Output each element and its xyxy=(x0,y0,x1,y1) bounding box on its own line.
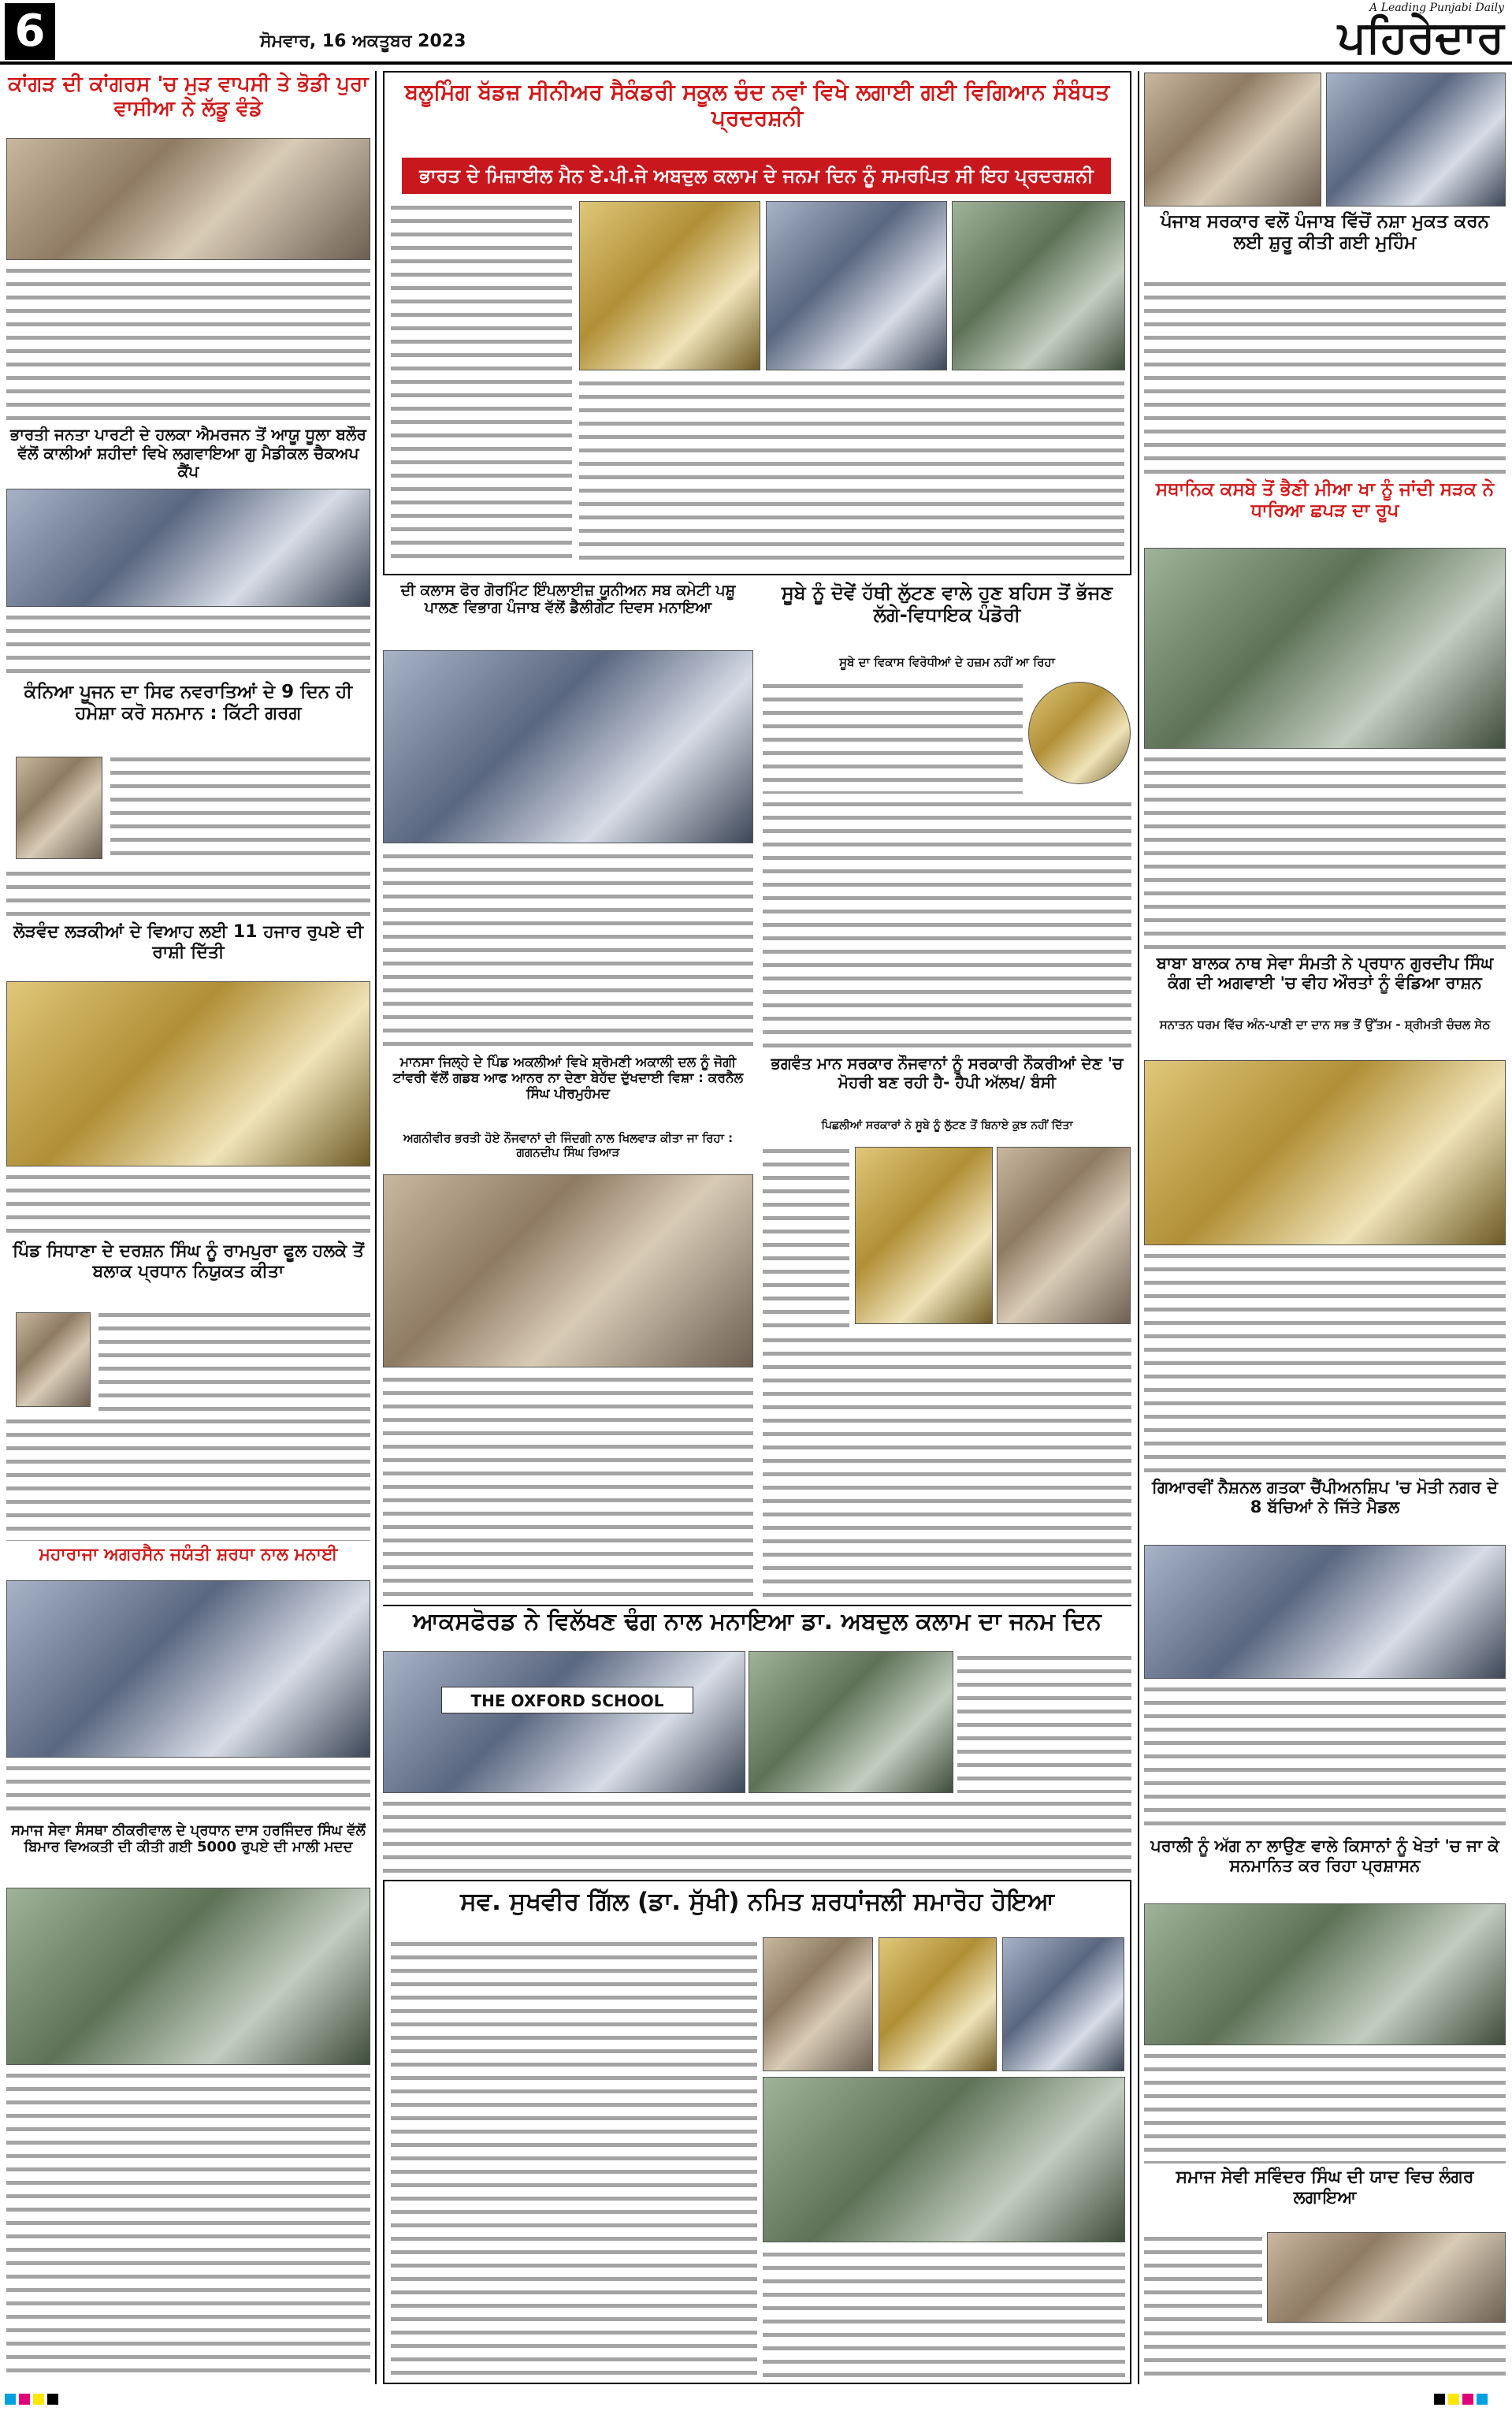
photo-langar xyxy=(1267,2232,1506,2323)
headline-center-1-banner: ਭਾਰਤ ਦੇ ਮਿਜ਼ਾਈਲ ਮੈਨ ਏ.ਪੀ.ਜੇ ਅਬਦੁਲ ਕਲਾਮ ਦੇ ਜਨਮ ਦਿਨ ਨੂੰ ਸਮਰਪਿਤ ਸੀ ਇਹ ਪ੍ਰਦਰਸ਼ਨੀ xyxy=(402,158,1111,194)
article-body-left-3b xyxy=(6,867,370,918)
column-rule-right xyxy=(1138,71,1139,2384)
article-body-center-6a xyxy=(957,1651,1131,1793)
photo-financial-help xyxy=(6,1888,370,2065)
headline-center-4: ਮਾਨਸਾ ਜਿਲ੍ਹੇ ਦੇ ਪਿੰਡ ਅਕਲੀਆਂ ਵਿਖੇ ਸ਼੍ਰੋਮਣੀ ਅਕਾਲੀ ਦਲ ਨੂੰ ਜੋਗੀ ਟਾਂਵਰੀ ਵੱਲੋਂ ਗਡਬ ਆਫ ਆਨਰ ਨਾ ਦੇਣਾ ਬੇਹੱਦ ਦੁੱਖਦਾਈ ਵਿਸ਼ਾ : ਕਰਨੈਲ ਸਿੰਘ ਪੀਰਮੁਹੰਮਦ xyxy=(392,1055,744,1103)
headline-left-4: ਲੋੜਵੰਦ ਲੜਕੀਆਂ ਦੇ ਵਿਆਹ ਲਈ 11 ਹਜਾਰ ਰੁਪਏ ਦੀ ਰਾਸ਼ੀ ਦਿੱਤੀ xyxy=(13,922,363,962)
article-body-right-6b xyxy=(1144,2327,1506,2382)
article-body-right-6a xyxy=(1144,2232,1262,2323)
photo-drug-free-2 xyxy=(1326,73,1506,206)
headline-center-7: ਸਵ. ਸੁਖਵੀਰ ਗਿੱਲ (ਡਾ. ਸੁੱਖੀ) ਨਮਿਤ ਸ਼ਰਧਾਂਜਲੀ ਸਮਾਰੋਹ ਹੋਇਆ xyxy=(460,1888,1054,1916)
headline-left-1: ਕਾਂਗੜ ਦੀ ਕਾਂਗਰਸ 'ਚ ਮੁੜ ਵਾਪਸੀ ਤੇ ਭੋਡੀ ਪੁਰਾ ਵਾਸੀਆ ਨੇ ਲੱਡੂ ਵੰਡੇ xyxy=(8,73,369,121)
article-body-right-3 xyxy=(1144,1249,1506,1474)
photo-kitty-garg xyxy=(16,757,102,859)
article-body-left-6 xyxy=(6,1762,370,1817)
headline-center-3-sub: ਸੂਬੇ ਦਾ ਵਿਕਾਸ ਵਿਰੋਧੀਆਂ ਦੇ ਹਜ਼ਮ ਨਹੀਂ ਆ ਰਿਹਾ xyxy=(839,655,1055,669)
headline-center-5-sub: ਪਿਛਲੀਆਂ ਸਰਕਾਰਾਂ ਨੇ ਸੂਬੇ ਨੂੰ ਲੁੱਟਣ ਤੋਂ ਬਿਨਾਏ ਕੁਝ ਨਹੀਂ ਦਿੱਤਾ xyxy=(821,1119,1073,1132)
section-rule xyxy=(383,1605,1131,1606)
photo-mla-pandori xyxy=(1028,682,1131,784)
article-body-left-7 xyxy=(6,2069,370,2380)
photo-exhibition-1 xyxy=(579,201,760,370)
newspaper-brand xyxy=(1173,2,1504,61)
article-body-center-6b xyxy=(383,1797,1131,1876)
article-body-left-2 xyxy=(6,611,370,678)
column-rule-left xyxy=(375,71,377,2384)
photo-agrasen-jayanti xyxy=(6,1580,370,1758)
photo-tribute-gathering xyxy=(763,2077,1125,2242)
photo-tribute-2 xyxy=(879,1937,997,2071)
article-body-center-7b xyxy=(763,2248,1125,2378)
headline-right-3-sub: ਸਨਾਤਨ ਧਰਮ ਵਿੱਚ ਅੰਨ-ਪਾਣੀ ਦਾ ਦਾਨ ਸਭ ਤੋਂ ਉੱਤਮ - ਸ਼੍ਰੀਮਤੀ ਚੰਚਲ ਸੇਠ xyxy=(1159,1018,1491,1032)
article-body-center-3a xyxy=(763,679,1023,794)
photo-happy-allakh xyxy=(855,1147,993,1324)
article-body-center-3b xyxy=(763,798,1131,1048)
headline-left-6: ਮਹਾਰਾਜਾ ਅਗਰਸੈਨ ਜਯੰਤੀ ਸ਼ਰਧਾ ਨਾਲ ਮਨਾਈ xyxy=(39,1545,338,1565)
headline-center-6: ਆਕਸਫੋਰਡ ਨੇ ਵਿਲੱਖਣ ਢੰਗ ਨਾਲ ਮਨਾਇਆ ਡਾ. ਅਬਦੁਲ ਕਲਾਮ ਦਾ ਜਨਮ ਦਿਨ xyxy=(413,1608,1101,1635)
photo-gatka-medals xyxy=(1144,1545,1506,1679)
issue-date: ਸੋਮਵਾਰ, 16 ਅਕਤੂਬਰ 2023 xyxy=(260,32,466,51)
brand-name: ਪਹਿਰੇਦਾਰ xyxy=(1337,11,1504,63)
article-body-right-2 xyxy=(1144,753,1506,950)
headline-right-3: ਬਾਬਾ ਬਾਲਕ ਨਾਥ ਸੇਵਾ ਸੰਮਤੀ ਨੇ ਪ੍ਰਧਾਨ ਗੁਰਦੀਪ ਸਿੰਘ ਕੰਗ ਦੀ ਅਗਵਾਈ 'ਚ ਵੀਹ ਔਰਤਾਂ ਨੂੰ ਵੰਡਿਆ ਰਾਸ਼ਨ xyxy=(1156,954,1494,992)
photo-flooded-road xyxy=(1144,548,1506,749)
article-body-center-2 xyxy=(383,850,753,1047)
article-body-right-1 xyxy=(1144,277,1506,474)
photo-bansi xyxy=(997,1147,1131,1324)
headline-center-1: ਬਲੂਮਿੰਗ ਬੱਡਜ਼ ਸੀਨੀਅਰ ਸੈਕੰਡਰੀ ਸਕੂਲ ਚੰਦ ਨਵਾਂ ਵਿਖੇ ਲਗਾਈ ਗਈ ਵਿਗਿਆਨ ਸੰਬੰਧਤ ਪ੍ਰਦਰਸ਼ਨੀ xyxy=(404,79,1110,132)
article-body-center-1a xyxy=(391,201,572,564)
article-body-center-5a xyxy=(763,1144,849,1330)
oxford-school-sign: THE OXFORD SCHOOL xyxy=(441,1687,693,1713)
headline-right-6: ਸਮਾਜ ਸੇਵੀ ਸਵਿੰਦਰ ਸਿੰਘ ਦੀ ਯਾਦ ਵਿਚ ਲੰਗਰ ਲਗਾਇਆ xyxy=(1176,2167,1474,2208)
photo-farmer-honour xyxy=(1144,1903,1506,2045)
photo-exhibition-3 xyxy=(952,201,1125,370)
article-body-center-7 xyxy=(391,1937,757,2379)
headline-left-3: ਕੰਨਿਆ ਪੂਜਨ ਦਾ ਸਿਫ ਨਵਰਾਤਿਆਂ ਦੇ 9 ਦਿਨ ਹੀ ਹਮੇਸ਼ਾ ਕਰੋ ਸਨਮਾਨ : ਕਿੱਟੀ ਗਰਗ xyxy=(24,682,353,724)
article-body-left-1 xyxy=(6,264,370,422)
photo-ration-distribution xyxy=(1144,1060,1506,1245)
photo-oxford-school-2 xyxy=(749,1651,953,1793)
article-body-center-5b xyxy=(763,1334,1131,1602)
photo-congress-celebration xyxy=(6,138,370,260)
article-body-right-5 xyxy=(1144,2049,1506,2164)
photo-tribute-3 xyxy=(1002,1937,1124,2071)
article-body-center-1b xyxy=(579,377,1124,564)
photo-exhibition-2 xyxy=(766,201,947,370)
article-body-left-5 xyxy=(98,1308,370,1411)
article-body-left-5b xyxy=(6,1415,370,1541)
headline-right-1: ਪੰਜਾਬ ਸਰਕਾਰ ਵਲੋਂ ਪੰਜਾਬ ਵਿੱਚੋਂ ਨਸ਼ਾ ਮੁਕਤ ਕਰਨ ਲਈ ਸ਼ੁਰੂ ਕੀਤੀ ਗਈ ਮੁਹਿੰਮ xyxy=(1160,211,1490,254)
headline-center-2: ਦੀ ਕਲਾਸ ਫੋਰ ਗੋਰਮਿੰਟ ਇੰਪਲਾਈਜ਼ ਯੂਨੀਅਨ ਸਬ ਕਮੇਟੀ ਪਸ਼ੂ ਪਾਲਣ ਵਿਭਾਗ ਪੰਜਾਬ ਵੱਲੋਂ ਡੈਲੀਗੇਟ ਦਿਵਸ ਮਨਾਇਆ xyxy=(400,582,736,617)
color-registration-marks-right xyxy=(1434,2393,1509,2407)
color-registration-marks xyxy=(5,2393,241,2407)
photo-darshan-singh xyxy=(16,1312,91,1407)
photo-medical-camp xyxy=(6,489,370,607)
article-body-left-3 xyxy=(110,753,370,863)
headline-left-7: ਸਮਾਜ ਸੇਵਾ ਸੰਸਥਾ ਠੀਕਰੀਵਾਲ ਦੇ ਪ੍ਰਧਾਨ ਦਾਸ ਹਰਜਿੰਦਰ ਸਿੰਘ ਵੱਲੋਂ ਬਿਮਾਰ ਵਿਅਕਤੀ ਦੀ ਕੀਤੀ ਗਈ 5000 ਰੁਪਏ ਦੀ ਮਾਲੀ ਮਦਦ xyxy=(11,1822,366,1856)
page-number: 6 xyxy=(5,3,55,60)
article-body-left-4 xyxy=(6,1170,370,1237)
headline-right-4: ਗਿਆਰਵੀਂ ਨੈਸ਼ਨਲ ਗਤਕਾ ਚੈਂਪੀਅਨਸ਼ਿਪ 'ਚ ਮੋਤੀ ਨਗਰ ਦੇ 8 ਬੱਚਿਆਂ ਨੇ ਜਿੱਤੇ ਮੈਡਲ xyxy=(1151,1478,1499,1516)
photo-union-delegates xyxy=(383,650,753,843)
article-body-right-4 xyxy=(1144,1683,1506,1832)
headline-center-5: ਭਗਵੰਤ ਮਾਨ ਸਰਕਾਰ ਨੌਜਵਾਨਾਂ ਨੂੰ ਸਰਕਾਰੀ ਨੌਕਰੀਆਂ ਦੇਣ 'ਚ ਮੋਹਰੀ ਬਣ ਰਹੀ ਹੈ- ਹੈਪੀ ਅੱਲਖ/ ਬੰਸੀ xyxy=(771,1054,1124,1092)
article-body-center-4 xyxy=(383,1373,753,1602)
photo-tribute-1 xyxy=(763,1937,873,2071)
photo-marriage-donation xyxy=(6,981,370,1166)
photo-oxford-school-1 xyxy=(383,1651,745,1793)
headline-center-4-sub: ਅਗਨੀਵੀਰ ਭਰਤੀ ਹੋਏ ਨੌਜਵਾਨਾਂ ਦੀ ਜਿੰਦਗੀ ਨਾਲ ਖਿਲਵਾੜ ਕੀਤਾ ਜਾ ਰਿਹਾ : ਗਗਨਦੀਪ ਸਿੰਘ ਰਿਆੜ xyxy=(403,1131,734,1159)
photo-akali-press-meet xyxy=(383,1174,753,1367)
headline-right-2: ਸਥਾਨਿਕ ਕਸਬੇ ਤੋਂ ਭੈਣੀ ਮੀਆ ਖਾ ਨੂੰ ਜਾਂਦੀ ਸੜਕ ਨੇ ਧਾਰਿਆ ਛਪੜ ਦਾ ਰੂਪ xyxy=(1155,479,1495,522)
photo-drug-free-1 xyxy=(1144,73,1321,206)
headline-center-3: ਸੂਬੇ ਨੂੰ ਦੋਵੇਂ ਹੱਥੀ ਲੁੱਟਣ ਵਾਲੇ ਹੁਣ ਬਹਿਸ ਤੋਂ ਭੱਜਣ ਲੱਗੇ-ਵਿਧਾਇਕ ਪੰਡੋਰੀ xyxy=(781,582,1113,627)
headline-left-2: ਭਾਰਤੀ ਜਨਤਾ ਪਾਰਟੀ ਦੇ ਹਲਕਾ ਐਮਰਜਨ ਤੋਂ ਆਯੂ ਧੂਲਾ ਬਲੌਰ ਵੱਲੋਂ ਕਾਲੀਆਂ ਸ਼ਹੀਦਾਂ ਵਿਖੇ ਲਗਵਾਇਆ ਗੁ ਮੈਡੀਕਲ ਚੈਕਅਪ ਕੈਂਪ xyxy=(10,425,366,482)
headline-left-5: ਪਿੰਡ ਸਿਧਾਣਾ ਦੇ ਦਰਸ਼ਨ ਸਿੰਘ ਨੂੰ ਰਾਮਪੁਰਾ ਫੂਲ ਹਲਕੇ ਤੋਂ ਬਲਾਕ ਪ੍ਰਧਾਨ ਨਿਯੁਕਤ ਕੀਤਾ xyxy=(13,1241,364,1282)
headline-right-5: ਪਰਾਲੀ ਨੂੰ ਅੱਗ ਨਾ ਲਾਉਣ ਵਾਲੇ ਕਿਸਾਨਾਂ ਨੂੰ ਖੇਤਾਂ 'ਚ ਜਾ ਕੇ ਸਨਮਾਨਿਤ ਕਰ ਰਿਹਾ ਪ੍ਰਸ਼ਾਸਨ xyxy=(1150,1836,1499,1875)
brand-tagline: A Leading Punjabi Daily xyxy=(1369,2,1504,14)
